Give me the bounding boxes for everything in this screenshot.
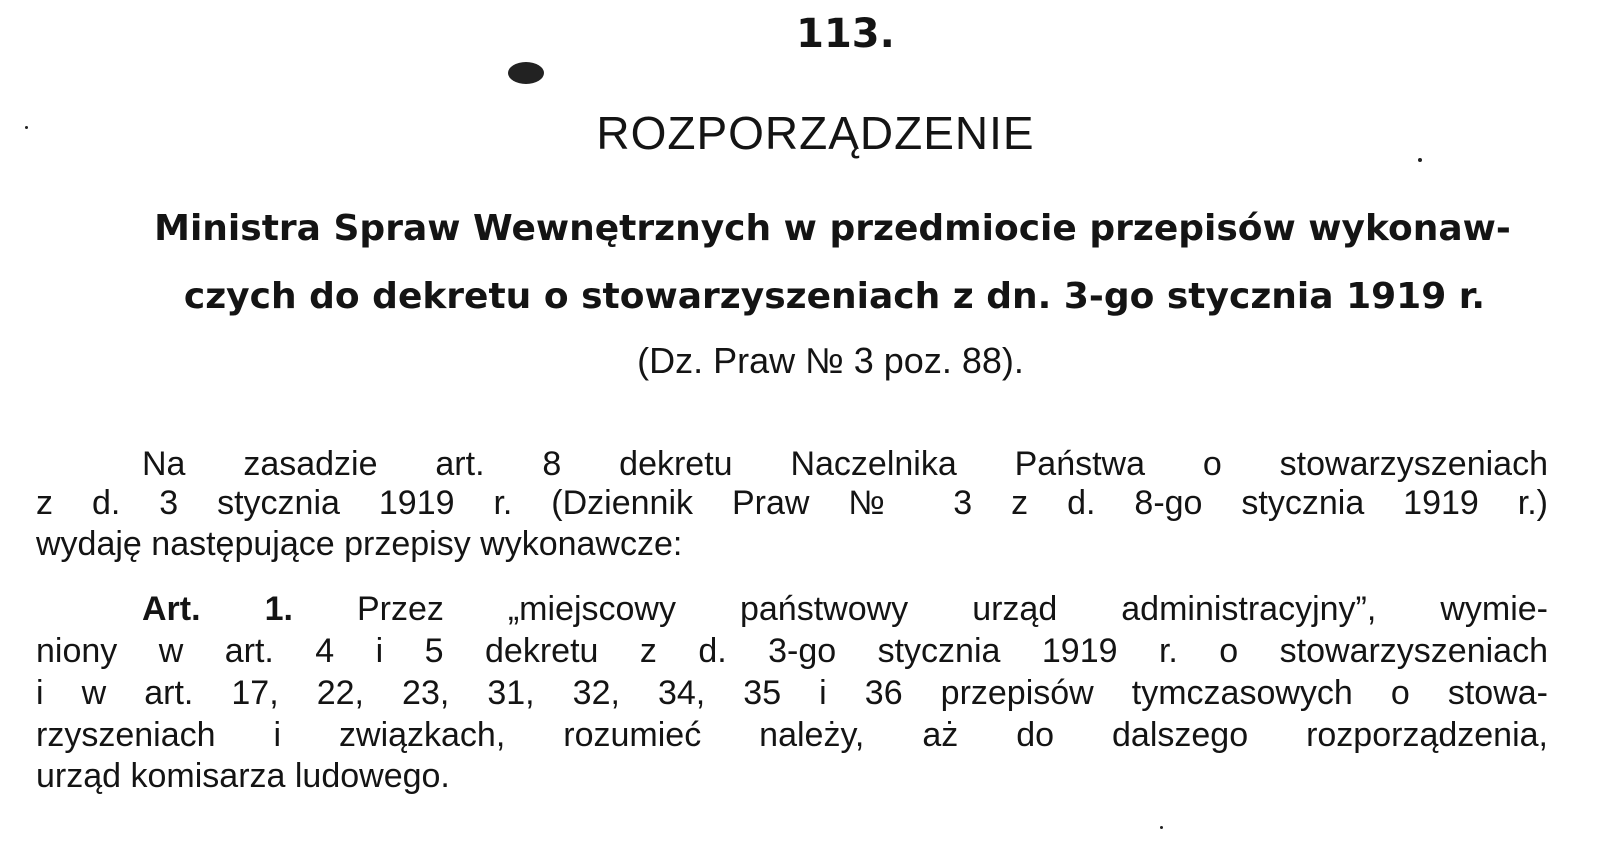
article-1-first-line-text: Przez „miejscowy państwowy urząd administracyjny”, wymie- [356, 590, 1548, 628]
article-1-label: Art. 1. [142, 590, 293, 628]
legal-reference: (Dz. Praw № 3 poz. 88). [637, 340, 1024, 381]
article-1-first-line [142, 592, 1548, 626]
scan-speck [1418, 158, 1422, 162]
scan-speck [25, 126, 28, 129]
preamble-line-3: wydaję następujące przepisy wykonawcze: [36, 525, 683, 563]
article-1-line-2: niony w art. 4 i 5 dekretu z d. 3-go stycznia 1919 r. o stowarzyszeniach [36, 632, 1548, 670]
article-1-line-5: urząd komisarza ludowego. [36, 757, 450, 795]
preamble-line-2: z d. 3 stycznia 1919 r. (Dziennik Praw № 3 z d. 8-go stycznia 1919 r.) [36, 484, 1548, 522]
document-number: 113. [796, 11, 895, 57]
document-title: ROZPORZĄDZENIE [596, 107, 1035, 159]
subtitle-line-2: czych do dekretu o stowarzyszeniach z dn. 3-go stycznia 1919 r. [183, 276, 1486, 317]
article-1-line-4: rzyszeniach i związkach, rozumieć należy, aż do dalszego rozporządzenia, [36, 716, 1548, 754]
article-1-line-3: i w art. 17, 22, 23, 31, 32, 34, 35 i 36 przepisów tymczasowych o stowa- [36, 674, 1548, 712]
ink-blot [508, 62, 544, 84]
scan-speck [1160, 826, 1163, 829]
preamble-line-1: Na zasadzie art. 8 dekretu Naczelnika Państwa o stowarzyszeniach [142, 445, 1548, 483]
subtitle-line-1: Ministra Spraw Wewnętrznych w przedmiocie przepisów wykonaw- [154, 208, 1511, 249]
